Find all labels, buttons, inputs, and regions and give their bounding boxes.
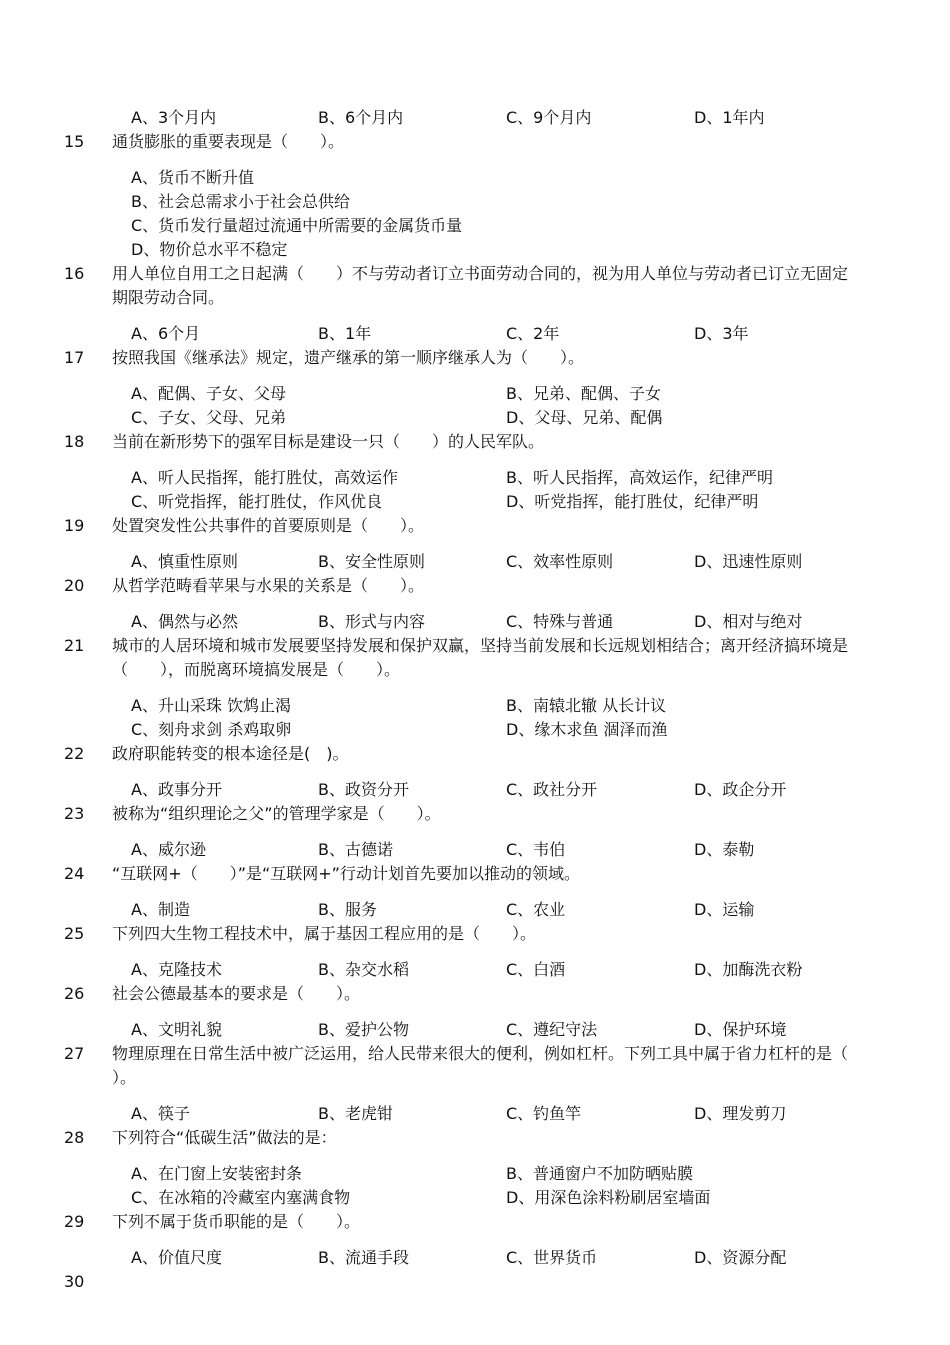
option-b: B、兄弟、配偶、子女 [506, 384, 661, 403]
option-d: D、理发剪刀 [694, 1104, 787, 1123]
option-a: A、慎重性原则 [131, 552, 238, 571]
question-number: 21 [64, 636, 85, 655]
option-a: A、筷子 [131, 1104, 190, 1123]
options-row [0, 466, 950, 490]
option-d: D、物价总水平不稳定 [131, 240, 288, 259]
question-stem: 从哲学范畴看苹果与水果的关系是（ ）。 [112, 576, 425, 595]
option-b: B、听人民指挥，高效运作，纪律严明 [506, 468, 773, 487]
option-b: B、政资分开 [318, 780, 409, 799]
option-c: C、政社分开 [506, 780, 598, 799]
question-number: 23 [64, 804, 85, 823]
question-number: 27 [64, 1044, 85, 1063]
question-number: 29 [64, 1212, 85, 1231]
question-number: 26 [64, 984, 85, 1003]
question-stem: 城市的人居环境和城市发展要坚持发展和保护双赢，坚持当前发展和长远规划相结合；离开经济搞环境是（ ），而脱离环境搞发展是（ ）。 [112, 636, 849, 679]
question-number: 20 [64, 576, 85, 595]
options-row [0, 1246, 950, 1270]
option-line [0, 190, 950, 214]
question-number: 19 [64, 516, 85, 535]
option-b: B、古德诺 [318, 840, 393, 859]
option-a: A、偶然与必然 [131, 612, 238, 631]
option-c: C、白酒 [506, 960, 566, 979]
options-row [0, 778, 950, 802]
options-row [0, 550, 950, 574]
option-line [0, 214, 950, 238]
question-stem: 当前在新形势下的强军目标是建设一只（ ）的人民军队。 [112, 432, 545, 451]
option-d: D、运输 [694, 900, 755, 919]
option-a: A、货币不断升值 [131, 168, 254, 187]
option-line [0, 166, 950, 190]
option-c: C、9个月内 [506, 108, 592, 127]
question-stem: 用人单位自用工之日起满（ ）不与劳动者订立书面劳动合同的，视为用人单位与劳动者已订立无固定期限劳动合同。 [112, 264, 849, 307]
options-row [0, 1162, 950, 1186]
option-c: C、听党指挥，能打胜仗，作风优良 [131, 492, 383, 511]
option-d: D、父母、兄弟、配偶 [506, 408, 663, 427]
option-b: B、社会总需求小于社会总供给 [131, 192, 350, 211]
option-d: D、保护环境 [694, 1020, 787, 1039]
option-a: A、政事分开 [131, 780, 222, 799]
option-c: C、货币发行量超过流通中所需要的金属货币量 [131, 216, 463, 235]
option-d: D、加酶洗衣粉 [694, 960, 803, 979]
options-row [0, 718, 950, 742]
option-c: C、世界货币 [506, 1248, 598, 1267]
question-stem: 按照我国《继承法》规定，遗产继承的第一顺序继承人为（ ）。 [112, 348, 585, 367]
question-stem: 社会公德最基本的要求是（ ）。 [112, 984, 361, 1003]
question-number: 15 [64, 132, 85, 151]
options-row [0, 838, 950, 862]
option-line [0, 238, 950, 262]
question-number: 30 [64, 1272, 85, 1291]
question-stem: 处置突发性公共事件的首要原则是（ ）。 [112, 516, 425, 535]
option-c: C、在冰箱的冷藏室内塞满食物 [131, 1188, 351, 1207]
option-d: D、泰勒 [694, 840, 755, 859]
option-b: B、普通窗户不加防晒贴膜 [506, 1164, 693, 1183]
option-d: D、听党指挥，能打胜仗，纪律严明 [506, 492, 759, 511]
option-b: B、流通手段 [318, 1248, 409, 1267]
option-c: C、特殊与普通 [506, 612, 614, 631]
option-a: A、听人民指挥，能打胜仗，高效运作 [131, 468, 398, 487]
options-row [0, 106, 950, 130]
options-row [0, 694, 950, 718]
option-c: C、效率性原则 [506, 552, 614, 571]
option-a: A、文明礼貌 [131, 1020, 222, 1039]
option-a: A、克隆技术 [131, 960, 222, 979]
option-b: B、南辕北辙 从长计议 [506, 696, 667, 715]
question-stem: 下列符合“低碳生活”做法的是： [112, 1128, 337, 1147]
option-b: B、老虎钳 [318, 1104, 393, 1123]
option-c: C、遵纪守法 [506, 1020, 598, 1039]
option-d: D、缘木求鱼 涸泽而渔 [506, 720, 668, 739]
options-row [0, 958, 950, 982]
question-number: 24 [64, 864, 85, 883]
option-d: D、用深色涂料粉刷居室墙面 [506, 1188, 711, 1207]
option-d: D、3年 [694, 324, 749, 343]
option-a: A、在门窗上安装密封条 [131, 1164, 302, 1183]
option-b: B、安全性原则 [318, 552, 425, 571]
option-b: B、爱护公物 [318, 1020, 409, 1039]
question-stem: 物理原理在日常生活中被广泛运用，给人民带来很大的便利，例如杠杆。下列工具中属于省力杠杆的是（ ）。 [112, 1044, 881, 1087]
option-c: C、子女、父母、兄弟 [131, 408, 287, 427]
option-b: B、1年 [318, 324, 372, 343]
question-number: 18 [64, 432, 85, 451]
options-row [0, 322, 950, 346]
option-c: C、农业 [506, 900, 566, 919]
option-b: B、杂交水稻 [318, 960, 409, 979]
question-number: 28 [64, 1128, 85, 1147]
options-row [0, 1186, 950, 1210]
option-c: C、钓鱼竿 [506, 1104, 582, 1123]
options-row [0, 898, 950, 922]
option-a: A、6个月 [131, 324, 201, 343]
options-row [0, 406, 950, 430]
option-b: B、服务 [318, 900, 377, 919]
question-stem: 被称为“组织理论之父”的管理学家是（ ）。 [112, 804, 441, 823]
question-stem: 政府职能转变的根本途径是( )。 [112, 744, 349, 763]
options-row [0, 610, 950, 634]
question-stem: 下列四大生物工程技术中，属于基因工程应用的是（ ）。 [112, 924, 537, 943]
option-a: A、升山采珠 饮鸩止渴 [131, 696, 292, 715]
question-stem: “互联网+（ ）”是“互联网+”行动计划首先要加以推动的领域。 [112, 864, 580, 883]
question-number: 17 [64, 348, 85, 367]
option-d: D、政企分开 [694, 780, 787, 799]
options-row [0, 1102, 950, 1126]
option-a: A、威尔逊 [131, 840, 206, 859]
options-row [0, 382, 950, 406]
option-d: D、相对与绝对 [694, 612, 803, 631]
option-c: C、刻舟求剑 杀鸡取卵 [131, 720, 292, 739]
options-row [0, 490, 950, 514]
question-stem: 通货膨胀的重要表现是（ ）。 [112, 132, 345, 151]
option-b: B、6个月内 [318, 108, 404, 127]
option-d: D、资源分配 [694, 1248, 787, 1267]
option-a: A、配偶、子女、父母 [131, 384, 286, 403]
question-number: 25 [64, 924, 85, 943]
question-number: 22 [64, 744, 85, 763]
options-row [0, 1018, 950, 1042]
option-a: A、价值尺度 [131, 1248, 222, 1267]
option-c: C、2年 [506, 324, 560, 343]
option-c: C、韦伯 [506, 840, 566, 859]
question-number: 16 [64, 264, 85, 283]
question-stem: 下列不属于货币职能的是（ ）。 [112, 1212, 361, 1231]
option-b: B、形式与内容 [318, 612, 425, 631]
option-a: A、制造 [131, 900, 190, 919]
option-d: D、1年内 [694, 108, 765, 127]
option-d: D、迅速性原则 [694, 552, 803, 571]
option-a: A、3个月内 [131, 108, 217, 127]
